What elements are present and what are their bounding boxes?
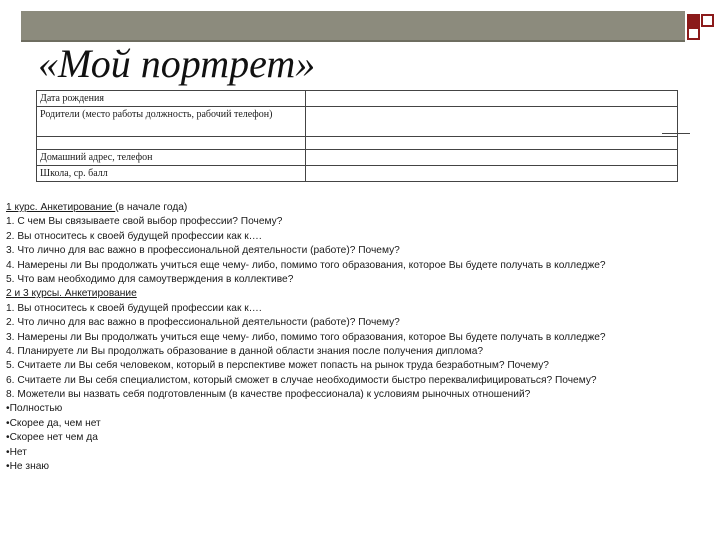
question-item: 1. Вы относитесь к своей будущей профессии как к…. (6, 302, 262, 314)
survey-content (6, 201, 718, 474)
form-value-field[interactable] (306, 137, 678, 150)
slide-top-bar (21, 11, 685, 42)
form-value-field[interactable] (306, 166, 678, 182)
answer-option: •Не знаю (6, 461, 50, 473)
answer-option: •Полностью (6, 403, 63, 415)
question-item: 2. Вы относитесь к своей будущей профессии как к…. (6, 230, 262, 242)
form-label: Дата рождения (37, 91, 306, 107)
form-value-field[interactable] (306, 107, 678, 137)
question-item: 6. Считаете ли Вы себя специалистом, который сможет в случае необходимости быстро переквалифицироваться? Почему? (6, 374, 597, 386)
table-divider (662, 133, 690, 134)
form-value-field[interactable] (306, 150, 678, 166)
table-row (37, 107, 678, 137)
table-row (37, 137, 678, 150)
section-heading-note: (в начале года) (115, 202, 188, 213)
section-heading: 2 и 3 курсы. Анкетирование (6, 288, 137, 300)
question-item: 2. Что лично для вас важно в профессиональной деятельности (работе)? Почему? (6, 317, 400, 329)
table-row (37, 166, 678, 182)
section-heading-underlined: 1 курс. Анкетирование (6, 202, 116, 213)
question-item: 1. С чем Вы связываете свой выбор профессии? Почему? (6, 216, 283, 228)
answer-option: •Скорее нет чем да (6, 432, 98, 444)
question-item: 5. Считаете ли Вы себя человеком, который в перспективе может попасть на рынок труда безработным? Почему? (6, 360, 549, 372)
question-item: 8. Можетели вы назвать себя подготовленным (в качестве профессионала) к условиям рыночных отношений? (6, 389, 531, 401)
form-label: Домашний адрес, телефон (37, 150, 306, 166)
profile-form-table (36, 90, 678, 182)
question-item: 5. Что вам необходимо для самоутверждения в коллективе? (6, 273, 294, 285)
question-item: 4. Намерены ли Вы продолжать учиться еще чему- либо, помимо того образования, которое Вы будете получать в колледже? (6, 259, 606, 271)
question-item: 3. Намерены ли Вы продолжать учиться еще чему- либо, помимо того образования, которое Вы будете получать в колледже? (6, 331, 606, 343)
page-title: «Мой портрет» (38, 41, 316, 86)
answer-option: •Скорее да, чем нет (6, 417, 101, 429)
form-label: Школа, ср. балл (37, 166, 306, 182)
decor-square-icon (687, 27, 700, 40)
table-row (37, 150, 678, 166)
answer-option: •Нет (6, 446, 27, 458)
decor-square-icon (687, 14, 700, 27)
table-row (37, 91, 678, 107)
form-label (37, 137, 306, 150)
form-label: Родители (место работы должность, рабочий телефон) (37, 107, 306, 137)
question-item: 4. Планируете ли Вы продолжать образование в данной области знания после получения диплома? (6, 345, 484, 357)
form-value-field[interactable] (306, 91, 678, 107)
section-heading (6, 201, 718, 215)
question-item: 3. Что лично для вас важно в профессиональной деятельности (работе)? Почему? (6, 245, 400, 257)
decor-square-icon (701, 14, 714, 27)
